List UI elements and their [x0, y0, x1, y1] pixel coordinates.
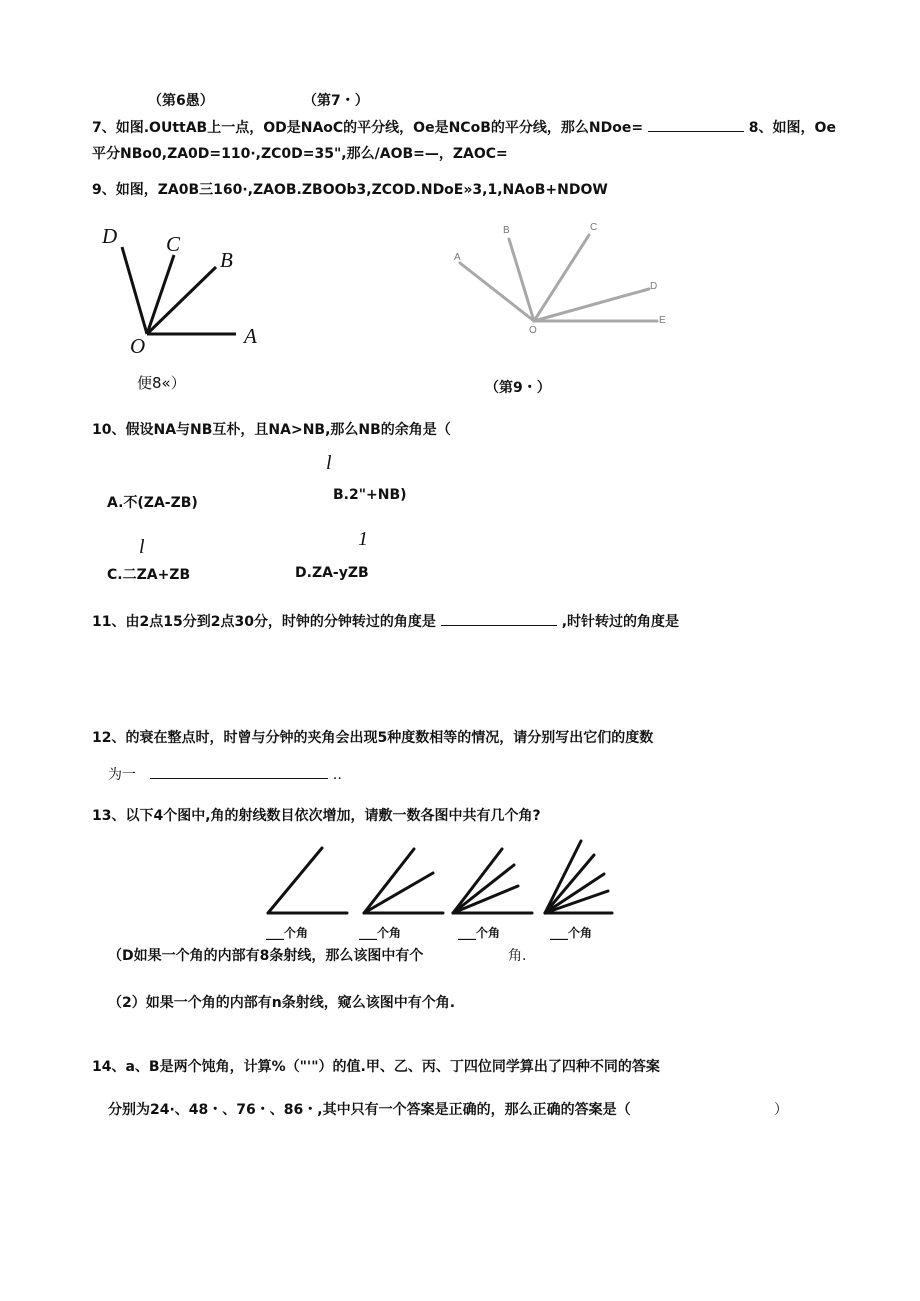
question-7-text: 7、如图.OUttAB上一点，OD是NAoC的平分线，Oe是NCoB的平分线，那么NDoe= [92, 120, 644, 136]
figure-9-caption: （第9・） [485, 380, 551, 396]
question-7-answer-blank [648, 119, 744, 132]
question-14-line-2: 分别为24·、48・、76・、86・,其中只有一个答案是正确的，那么正确的答案是（ [108, 1102, 631, 1118]
figure-8-caption: 便8«） [137, 374, 186, 392]
question-12-answer-blank [150, 766, 328, 779]
question-13-figure-4-label: ___个角 [550, 926, 593, 940]
question-11 [92, 613, 679, 631]
figure-9-label-B: B [503, 225, 510, 236]
ray-OD [122, 247, 147, 334]
figure-9-label-A: A [454, 252, 461, 263]
figure-8-label-D: D [102, 224, 118, 248]
question-12-prefix: 为一 [108, 767, 136, 783]
question-13-stem: 13、以下4个图中,角的射线数目依次增加，请敷一数各图中共有几个角? [92, 808, 541, 824]
question-14-line-2-end: ） [774, 1102, 788, 1118]
option-b-fraction-mark: l [326, 452, 332, 474]
figure-8-label-O: O [130, 334, 146, 358]
option-b: B.2"+NB) [333, 487, 407, 503]
figure-9-label-E: E [659, 315, 666, 326]
question-13-figure-3-label: ___个角 [458, 926, 501, 940]
question-12-end: .. [332, 767, 342, 783]
figure-6-caption: （第6愚） [148, 93, 214, 109]
question-12-line-1: 12、的衰在整点时，时曾与分钟的夹角会出现5种度数相等的情况，请分别写出它们的度数 [92, 730, 654, 746]
option-a: A.不(ZA-ZB) [107, 495, 198, 511]
question-11-part-1: 11、由2点15分到2点30分，时钟的分钟转过的角度是 [92, 614, 436, 630]
figure-8-label-C: C [166, 232, 181, 256]
option-d-fraction-mark: 1 [358, 528, 368, 550]
figure-8-label-A: A [244, 324, 257, 348]
figure-9-label-C: C [590, 222, 598, 233]
figure-9-label-D: D [650, 281, 658, 292]
question-11-answer-blank [441, 613, 557, 626]
figure-9-label-O: O [529, 325, 537, 336]
question-13-angle-figures [262, 836, 622, 916]
question-10-stem: 10、假设NA与NB互朴，且NA>NB,那么NB的余角是（ [92, 422, 451, 438]
figure-7-caption: （第7・） [303, 93, 369, 109]
option-d: D.ZA-yZB [295, 565, 369, 581]
ray-OA [460, 263, 534, 321]
question-8-start: 8、如图，Oe [748, 120, 836, 136]
question-11-part-2: ,时针转过的角度是 [561, 614, 680, 630]
question-13-figure-1-label: ___个角 [266, 926, 309, 940]
figure-8-label-B: B [220, 248, 233, 272]
question-7-line-1 [92, 119, 836, 137]
question-13-sub-1-end: 角. [508, 948, 527, 964]
question-13-sub-2: （2）如果一个角的内部有n条射线，窥么该图中有个角. [108, 995, 456, 1011]
question-14-line-1: 14、a、B是两个饨角，计算%（"'"）的值.甲、乙、丙、丁四位同学算出了四种不同的答案 [92, 1059, 660, 1075]
option-c: C.二ZA+ZB [107, 567, 191, 583]
question-13-sub-1: （D如果一个角的内部有8条射线，那么该图中有个 [108, 948, 424, 964]
option-c-fraction-mark: l [139, 536, 145, 558]
question-9: 9、如图，ZA0B三160·,ZAOB.ZBOOb3,ZCOD.NDoE»3,1,NAoB+NDOW [92, 182, 608, 198]
question-12-line-2 [108, 766, 342, 784]
question-13-figure-2-label: ___个角 [359, 926, 402, 940]
question-8-line-2: 平分NBo0,ZA0D=110·,ZC0D=35",那么/AOB=—，ZAOC= [92, 146, 508, 162]
ray-OB [509, 239, 534, 321]
